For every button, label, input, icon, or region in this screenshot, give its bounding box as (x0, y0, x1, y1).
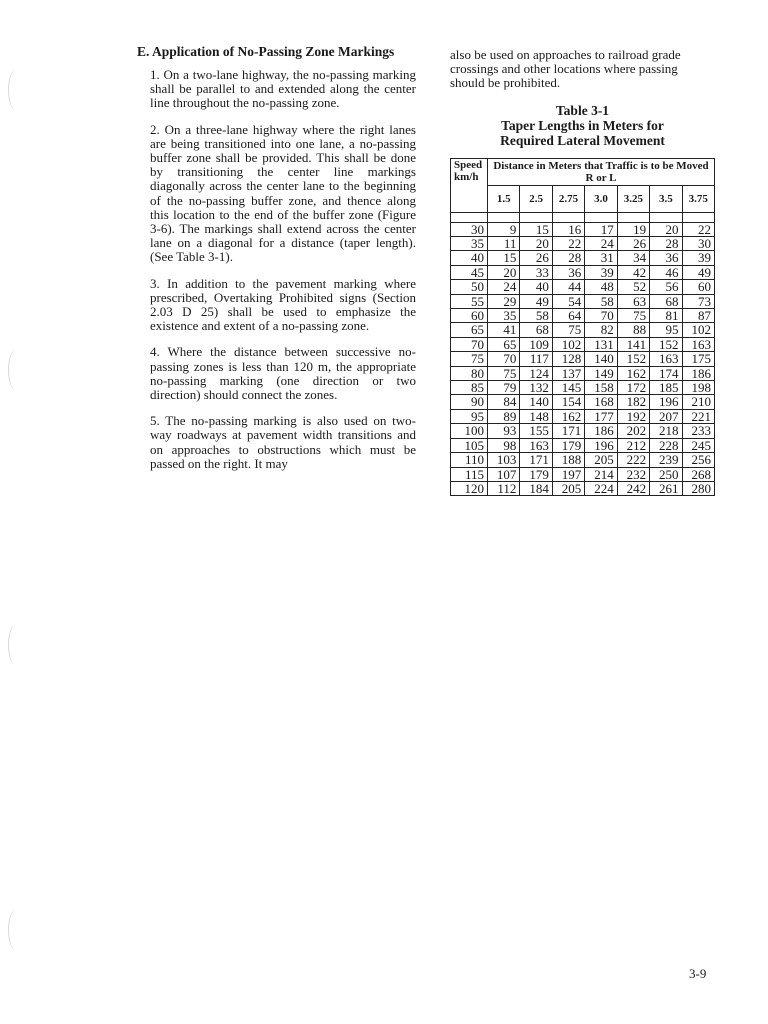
table-title-line-1: Taper Lengths in Meters for (501, 117, 664, 133)
speed-cell: 85 (451, 381, 488, 395)
spacer-cell (617, 212, 649, 222)
taper-cell: 75 (488, 366, 520, 380)
taper-cell: 26 (520, 251, 552, 265)
column-header: 2.5 (520, 185, 552, 212)
speed-cell: 110 (451, 453, 488, 467)
taper-cell: 11 (488, 237, 520, 251)
taper-cell: 16 (552, 222, 584, 236)
taper-cell: 154 (552, 395, 584, 409)
taper-cell: 68 (650, 294, 682, 308)
taper-cell: 20 (650, 222, 682, 236)
taper-cell: 140 (585, 352, 617, 366)
taper-cell: 40 (520, 280, 552, 294)
table-caption (450, 103, 715, 148)
taper-cell: 20 (520, 237, 552, 251)
taper-cell: 36 (552, 265, 584, 279)
taper-cell: 46 (650, 265, 682, 279)
punch-hole-mark (8, 625, 23, 665)
distance-header: Distance in Meters that Traffic is to be Moved R or L (488, 158, 715, 185)
taper-cell: 228 (650, 438, 682, 452)
taper-cell: 205 (585, 453, 617, 467)
paragraph-3: 3. In addition to the pavement marking where prescribed, Overtaking Prohibited signs (Section 2.03 D 25) shall be used to emphasize the existence and extent of a no-passing zone. (150, 275, 416, 334)
taper-cell: 245 (682, 438, 714, 452)
taper-cell: 128 (552, 352, 584, 366)
speed-cell: 120 (451, 481, 488, 495)
taper-cell: 188 (552, 453, 584, 467)
taper-cell: 15 (488, 251, 520, 265)
taper-cell: 205 (552, 481, 584, 495)
speed-cell: 90 (451, 395, 488, 409)
taper-cell: 41 (488, 323, 520, 337)
speed-cell: 65 (451, 323, 488, 337)
taper-cell: 24 (585, 237, 617, 251)
taper-cell: 22 (682, 222, 714, 236)
table-title-line-2: Required Lateral Movement (500, 132, 665, 148)
taper-cell: 20 (488, 265, 520, 279)
taper-cell: 54 (552, 294, 584, 308)
taper-cell: 93 (488, 424, 520, 438)
speed-cell: 55 (451, 294, 488, 308)
taper-cell: 73 (682, 294, 714, 308)
taper-cell: 163 (650, 352, 682, 366)
taper-length-table (450, 158, 715, 497)
taper-cell: 162 (552, 409, 584, 423)
left-column (137, 44, 416, 483)
taper-cell: 103 (488, 453, 520, 467)
taper-cell: 232 (617, 467, 649, 481)
taper-cell: 42 (617, 265, 649, 279)
speed-cell: 60 (451, 309, 488, 323)
taper-cell: 109 (520, 337, 552, 351)
taper-cell: 49 (520, 294, 552, 308)
taper-cell: 87 (682, 309, 714, 323)
taper-cell: 155 (520, 424, 552, 438)
taper-cell: 196 (585, 438, 617, 452)
taper-cell: 30 (682, 237, 714, 251)
taper-cell: 112 (488, 481, 520, 495)
taper-cell: 137 (552, 366, 584, 380)
spacer-cell (682, 212, 714, 222)
taper-cell: 148 (520, 409, 552, 423)
taper-cell: 192 (617, 409, 649, 423)
taper-cell: 172 (617, 381, 649, 395)
taper-cell: 107 (488, 467, 520, 481)
spacer-cell (520, 212, 552, 222)
taper-cell: 60 (682, 280, 714, 294)
paragraph-5: 5. The no-passing marking is also used on two-way roadways at pavement width transitions and on approaches to obstructions which must be passed on the right. It may (150, 413, 416, 471)
table-row (451, 381, 715, 395)
speed-cell: 70 (451, 337, 488, 351)
taper-cell: 175 (682, 352, 714, 366)
table-row (451, 467, 715, 481)
taper-cell: 89 (488, 409, 520, 423)
taper-cell: 36 (650, 251, 682, 265)
punch-hole-mark (8, 350, 23, 390)
taper-cell: 149 (585, 366, 617, 380)
taper-cell: 179 (552, 438, 584, 452)
spacer-cell (451, 212, 488, 222)
table-row (451, 453, 715, 467)
taper-cell: 210 (682, 395, 714, 409)
speed-cell: 95 (451, 409, 488, 423)
table-row (451, 237, 715, 251)
taper-cell: 280 (682, 481, 714, 495)
taper-cell: 102 (682, 323, 714, 337)
taper-cell: 33 (520, 265, 552, 279)
punch-hole-mark (8, 70, 23, 110)
taper-cell: 261 (650, 481, 682, 495)
speed-cell: 35 (451, 237, 488, 251)
taper-cell: 222 (617, 453, 649, 467)
taper-cell: 162 (617, 366, 649, 380)
taper-cell: 95 (650, 323, 682, 337)
taper-cell: 58 (520, 309, 552, 323)
taper-cell: 117 (520, 352, 552, 366)
table-row (451, 280, 715, 294)
paragraph-2: 2. On a three-lane highway where the right lanes are being transitioned into one lane, a no-passing buffer zone shall be provided. This shall be done by transitioning the center line markings diagonally across the center lane to the beginning of the no-passing buffer zone, and thence along this location to the end of the buffer zone (Figure 3-6). The markings shall extend across the center lane on a diagonal for a distance (taper length). (See Table 3-1). (150, 121, 416, 265)
column-header: 3.25 (617, 185, 649, 212)
taper-cell: 196 (650, 395, 682, 409)
taper-cell: 124 (520, 366, 552, 380)
taper-cell: 58 (585, 294, 617, 308)
taper-cell: 26 (617, 237, 649, 251)
taper-cell: 9 (488, 222, 520, 236)
speed-cell: 45 (451, 265, 488, 279)
table-row (451, 265, 715, 279)
taper-cell: 174 (650, 366, 682, 380)
table-number: Table 3-1 (555, 102, 610, 118)
taper-cell: 198 (682, 381, 714, 395)
taper-cell: 158 (585, 381, 617, 395)
taper-cell: 250 (650, 467, 682, 481)
taper-cell: 221 (682, 409, 714, 423)
taper-cell: 102 (552, 337, 584, 351)
table-row (451, 337, 715, 351)
taper-cell: 75 (552, 323, 584, 337)
table-row (451, 352, 715, 366)
taper-cell: 28 (552, 251, 584, 265)
table-spacer-row (451, 212, 715, 222)
taper-cell: 186 (682, 366, 714, 380)
table-row (451, 438, 715, 452)
table-row (451, 222, 715, 236)
taper-cell: 88 (617, 323, 649, 337)
speed-cell: 75 (451, 352, 488, 366)
spacer-cell (585, 212, 617, 222)
speed-cell: 30 (451, 222, 488, 236)
taper-cell: 34 (617, 251, 649, 265)
taper-cell: 39 (682, 251, 714, 265)
speed-cell: 115 (451, 467, 488, 481)
taper-cell: 75 (617, 309, 649, 323)
section-heading: E. Application of No-Passing Zone Markings (137, 44, 395, 59)
taper-cell: 63 (617, 294, 649, 308)
table-row (451, 409, 715, 423)
taper-cell: 17 (585, 222, 617, 236)
taper-cell: 19 (617, 222, 649, 236)
taper-cell: 70 (585, 309, 617, 323)
taper-cell: 132 (520, 381, 552, 395)
taper-cell: 70 (488, 352, 520, 366)
taper-cell: 64 (552, 309, 584, 323)
taper-cell: 52 (617, 280, 649, 294)
taper-cell: 168 (585, 395, 617, 409)
taper-cell: 207 (650, 409, 682, 423)
taper-cell: 184 (520, 481, 552, 495)
taper-cell: 24 (488, 280, 520, 294)
taper-cell: 49 (682, 265, 714, 279)
taper-cell: 152 (617, 352, 649, 366)
taper-cell: 163 (520, 438, 552, 452)
taper-cell: 224 (585, 481, 617, 495)
right-column (450, 48, 715, 496)
taper-cell: 202 (617, 424, 649, 438)
speed-cell: 80 (451, 366, 488, 380)
column-header: 3.5 (650, 185, 682, 212)
column-header: 3.0 (585, 185, 617, 212)
taper-cell: 185 (650, 381, 682, 395)
spacer-cell (488, 212, 520, 222)
taper-cell: 268 (682, 467, 714, 481)
table-row (451, 294, 715, 308)
speed-header: Speed km/h (451, 158, 488, 212)
taper-cell: 68 (520, 323, 552, 337)
taper-cell: 182 (617, 395, 649, 409)
taper-cell: 186 (585, 424, 617, 438)
taper-cell: 163 (682, 337, 714, 351)
taper-cell: 82 (585, 323, 617, 337)
paragraph-continuation: also be used on approaches to railroad grade crossings and other locations where passing should be prohibited. (450, 47, 681, 91)
taper-cell: 239 (650, 453, 682, 467)
taper-cell: 197 (552, 467, 584, 481)
taper-cell: 44 (552, 280, 584, 294)
taper-cell: 28 (650, 237, 682, 251)
punch-hole-mark (8, 910, 23, 950)
taper-cell: 81 (650, 309, 682, 323)
taper-cell: 29 (488, 294, 520, 308)
taper-cell: 56 (650, 280, 682, 294)
table-row (451, 424, 715, 438)
page-number: 3-9 (689, 966, 707, 981)
taper-cell: 48 (585, 280, 617, 294)
taper-cell: 256 (682, 453, 714, 467)
taper-cell: 35 (488, 309, 520, 323)
taper-cell: 179 (520, 467, 552, 481)
taper-cell: 218 (650, 424, 682, 438)
column-header: 1.5 (488, 185, 520, 212)
speed-cell: 100 (451, 424, 488, 438)
taper-cell: 145 (552, 381, 584, 395)
taper-cell: 152 (650, 337, 682, 351)
speed-cell: 40 (451, 251, 488, 265)
table-row (451, 395, 715, 409)
taper-cell: 65 (488, 337, 520, 351)
table-row (451, 481, 715, 495)
taper-cell: 141 (617, 337, 649, 351)
paragraph-1: 1. On a two-lane highway, the no-passing marking shall be parallel to and extended along the center line throughout the no-passing zone. (150, 67, 416, 111)
taper-cell: 242 (617, 481, 649, 495)
taper-cell: 31 (585, 251, 617, 265)
taper-cell: 39 (585, 265, 617, 279)
taper-cell: 79 (488, 381, 520, 395)
taper-cell: 171 (520, 453, 552, 467)
taper-cell: 171 (552, 424, 584, 438)
taper-cell: 98 (488, 438, 520, 452)
taper-cell: 22 (552, 237, 584, 251)
taper-cell: 131 (585, 337, 617, 351)
table-row (451, 366, 715, 380)
taper-cell: 15 (520, 222, 552, 236)
table-row (451, 251, 715, 265)
spacer-cell (650, 212, 682, 222)
paragraph-4: 4. Where the distance between successive no-passing zones is less than 120 m, the appropriate no-passing marking (one direction or two direction) should connect the zones. (150, 344, 416, 403)
taper-cell: 233 (682, 424, 714, 438)
taper-cell: 177 (585, 409, 617, 423)
table-row (451, 323, 715, 337)
speed-cell: 105 (451, 438, 488, 452)
taper-cell: 214 (585, 467, 617, 481)
taper-cell: 84 (488, 395, 520, 409)
table-row (451, 309, 715, 323)
column-header: 2.75 (552, 185, 584, 212)
taper-cell: 212 (617, 438, 649, 452)
taper-cell: 140 (520, 395, 552, 409)
speed-cell: 50 (451, 280, 488, 294)
spacer-cell (552, 212, 584, 222)
column-header: 3.75 (682, 185, 714, 212)
